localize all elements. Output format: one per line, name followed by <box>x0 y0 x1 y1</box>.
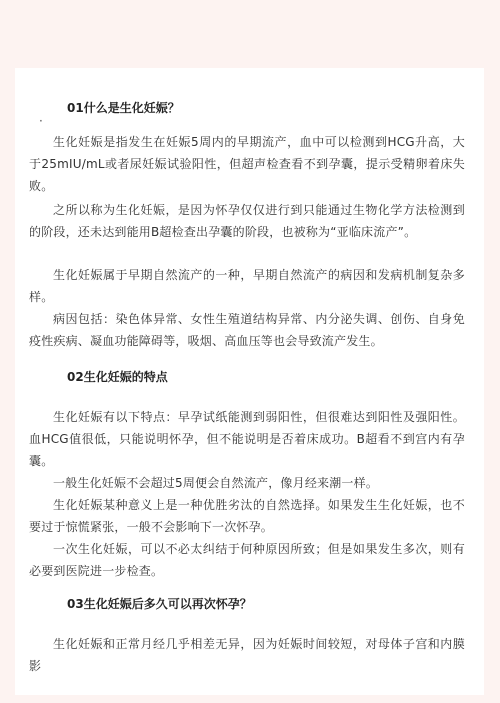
article-card <box>15 68 484 695</box>
section-title-3: 03生化妊娠后多久可以再次怀孕？ <box>67 597 252 611</box>
paragraph: 一般生化妊娠不会超过5周便会自然流产，像月经来潮一样。 <box>53 476 379 490</box>
paragraph: 一次生化妊娠，可以不必太纠结于何种原因所致；但是如果发生多次，则有必要到医院进一步检查。 <box>29 542 465 578</box>
stray-mark: · <box>39 114 43 128</box>
section-title-2: 02生化妊娠的特点 <box>67 370 168 384</box>
section-title-1: 01什么是生化妊娠？ <box>67 101 180 115</box>
paragraph: 之所以称为生化妊娠，是因为怀孕仅仅进行到只能通过生物化学方法检测到的阶段，还未达到能用B超检查出孕囊的阶段，也被称为“亚临床流产”。 <box>29 203 465 239</box>
paragraph: 生化妊娠有以下特点：早孕试纸能测到弱阳性，但很难达到阳性及强阳性。血HCG值很低，只能说明怀孕，但不能说明是否着床成功。B超看不到宫内有孕囊。 <box>29 410 465 468</box>
paragraph: 生化妊娠属于早期自然流产的一种，早期自然流产的病因和发病机制复杂多样。 <box>29 268 465 304</box>
paragraph: 病因包括：染色体异常、女性生殖道结构异常、内分泌失调、创伤、自身免疫性疾病、凝血功能障碍等，吸烟、高血压等也会导致流产发生。 <box>29 312 465 348</box>
paragraph: 生化妊娠是指发生在妊娠5周内的早期流产，血中可以检测到HCG升高，大于25mIU/mL或者尿妊娠试验阳性，但超声检查看不到孕囊，提示受精卵着床失败。 <box>29 135 465 193</box>
paragraph: 生化妊娠和正常月经几乎相差无异，因为妊娠时间较短，对母体子宫和内膜影 <box>29 637 465 673</box>
paragraph: 生化妊娠某种意义上是一种优胜劣汰的自然选择。如果发生生化妊娠，也不要过于惊慌紧张，一般不会影响下一次怀孕。 <box>29 498 465 534</box>
